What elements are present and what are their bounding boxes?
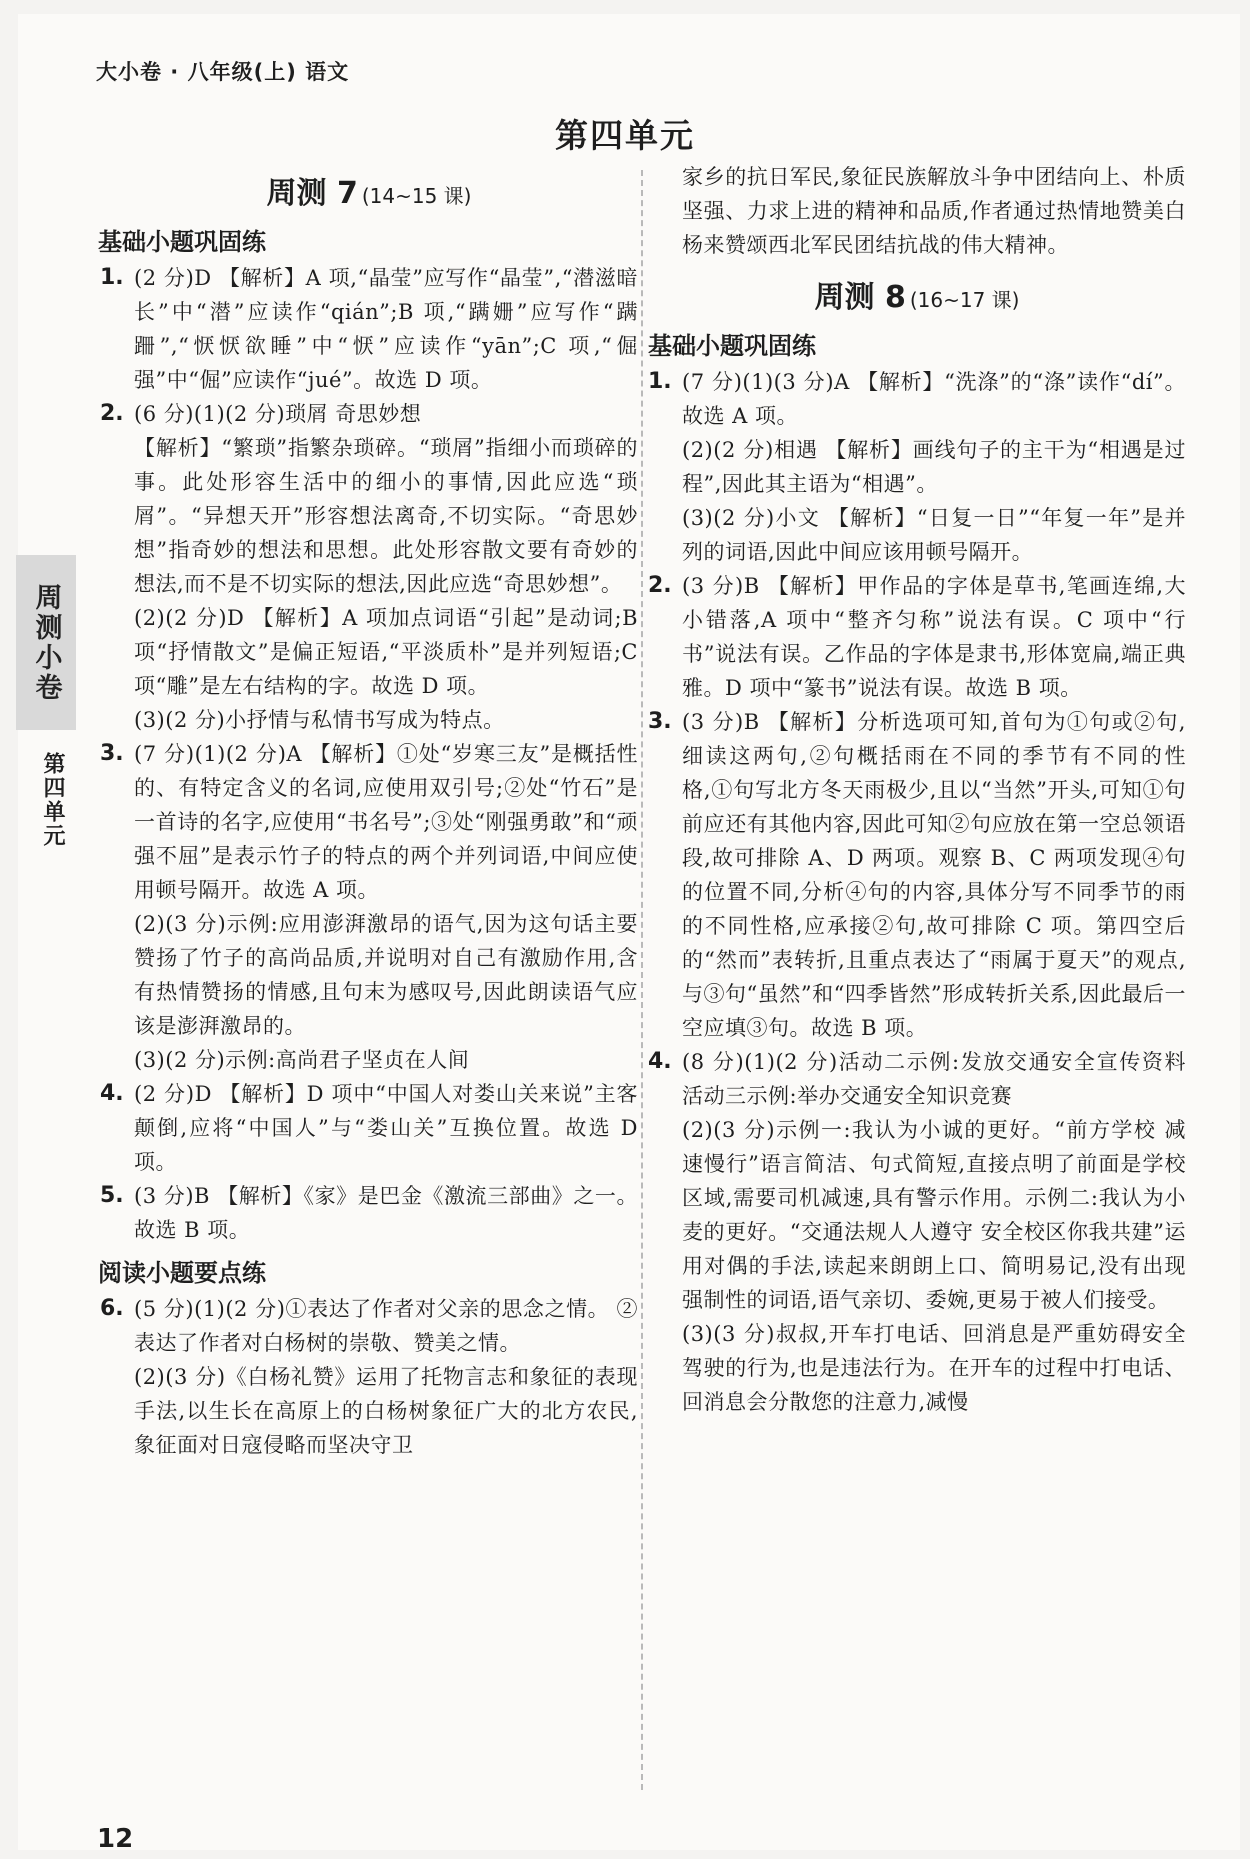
quiz-7-title: 周测 7 [266,176,358,211]
question-4 [100,1077,638,1179]
answer-text: (3)(2 分)小抒情与私情书写成为特点。 [134,708,505,732]
section-heading-basic: 基础小题巩固练 [648,332,816,360]
question-number: 3. [100,741,124,766]
right-column [648,160,1186,1419]
left-column [100,160,638,1462]
question-1 [100,261,638,397]
quiz-8-heading [648,272,1186,316]
answer-text: (3 分)B 【解析】《家》是巴金《激流三部曲》之一。故选 B 项。 [134,1184,638,1242]
side-tab [16,555,76,730]
answer-text: (3)(2 分)小文 【解析】“日复一日”“年复一年”是并列的词语,因此中间应该用顿号隔开。 [682,506,1186,564]
answer-text: (2 分)D 【解析】D 项中“中国人对娄山关来说”主客颠倒,应将“中国人”与“娄山关”互换位置。故选 D 项。 [134,1082,638,1174]
quiz-8-range: (16~17 课) [909,288,1020,312]
answer-text: (8 分)(1)(2 分)活动二示例:发放交通安全宣传资料 活动三示例:举办交通安全知识竞赛 [682,1050,1186,1108]
side-tab-label: 周测小卷 [30,582,62,703]
unit-title: 第四单元 [555,116,695,155]
analysis-text: 【解析】“繁琐”指繁杂琐碎。“琐屑”指细小而琐碎的事。此处形容生活中的细小的事情,因此应选“琐屑”。“异想天开”形容想法离奇,不切实际。“奇思妙想”指奇妙的想法和思想。此处形容散文要有奇妙的想法,而不是不切实际的想法,因此应选“奇思妙想”。 [134,436,638,596]
side-tab-unit: 第四单元 [40,752,65,848]
section-heading-reading: 阅读小题要点练 [98,1259,266,1287]
question-number: 2. [100,401,124,426]
question-number: 6. [100,1296,124,1321]
question-number: 1. [648,369,672,394]
question-1 [648,365,1186,569]
question-6 [100,1292,638,1462]
answer-text: (7 分)(1)(3 分)A 【解析】“洗涤”的“涤”读作“dí”。故选 A 项。 [682,370,1186,428]
continued-text: 家乡的抗日军民,象征民族解放斗争中团结向上、朴质坚强、力求上进的精神和品质,作者通过热情地赞美白杨来赞颂西北军民团结抗战的伟大精神。 [682,165,1186,257]
column-divider [641,170,643,1790]
question-number: 1. [100,265,124,290]
quiz-7-range: (14~15 课) [361,184,472,208]
answer-text: (3)(3 分)叔叔,开车打电话、回消息是严重妨碍安全驾驶的行为,也是违法行为。在开车的过程中打电话、回消息会分散您的注意力,减慢 [682,1322,1186,1414]
answer-text: (6 分)(1)(2 分)琐屑 奇思妙想 [134,402,422,426]
question-number: 4. [100,1081,124,1106]
question-3 [648,705,1186,1045]
question-number: 5. [100,1183,124,1208]
answer-text: (2)(3 分)示例:应用澎湃激昂的语气,因为这句话主要赞扬了竹子的高尚品质,并说明对自己有激励作用,含有热情赞扬的情感,且句末为感叹号,因此朗读语气应该是澎湃激昂的。 [134,912,638,1038]
question-2 [648,569,1186,705]
answer-text: (3)(2 分)示例:高尚君子坚贞在人间 [134,1048,470,1072]
answer-text: (2 分)D 【解析】A 项,“晶莹”应写作“晶莹”,“潜滋暗长”中“潜”应读作“qián”;B 项,“蹒姗”应写作“蹒跚”,“恹恹欲睡”中“恹”应读作“yān”;C 项,“倔强”中“倔”应读作“jué”。故选 D 项。 [134,266,638,392]
answer-text: (2)(3 分)《白杨礼赞》运用了托物言志和象征的表现手法,以生长在高原上的白杨树象征广大的北方农民,象征面对日寇侵略而坚决守卫 [134,1365,638,1457]
answer-text: (7 分)(1)(2 分)A 【解析】①处“岁寒三友”是概括性的、有特定含义的名词,应使用双引号;②处“竹石”是一首诗的名字,应使用“书名号”;③处“刚强勇敢”和“顽强不屈”是表示竹子的特点的两个并列词语,中间应使用顿号隔开。故选 A 项。 [134,742,638,902]
page-number: 12 [97,1824,134,1854]
question-4 [648,1045,1186,1419]
answer-text: (2)(2 分)D 【解析】A 项加点词语“引起”是动词;B 项“抒情散文”是偏正短语,“平淡质朴”是并列短语;C 项“雕”是左右结构的字。故选 D 项。 [134,606,638,698]
running-header: 大小卷 · 八年级(上) 语文 [96,60,350,84]
answer-text: (3 分)B 【解析】分析选项可知,首句为①句或②句,细读这两句,②句概括雨在不同的季节有不同的性格,①句写北方冬天雨极少,且以“当然”开头,可知①句前应还有其他内容,因此可知②句应放在第一空总领语段,故可排除 A、D 两项。观察 B、C 两项发现④句的位置不同,分析④句的内容,具体分写不同季节的雨的不同性格,应承接②句,故可排除 C 项。第四空后的“然而”表转折,且重点表达了“雨属于夏天”的观点,与③句“虽然”和“四季皆然”形成转折关系,因此最后一空应填③句。故选 B 项。 [682,710,1186,1040]
quiz-8-title: 周测 8 [814,280,906,315]
question-5 [100,1179,638,1247]
answer-text: (2)(2 分)相遇 【解析】画线句子的主干为“相遇是过程”,因此其主语为“相遇”。 [682,438,1186,496]
quiz-7-heading [100,168,638,212]
question-3 [100,737,638,1077]
question-2 [100,397,638,737]
question-number: 3. [648,709,672,734]
question-number: 2. [648,573,672,598]
question-number: 4. [648,1049,672,1074]
answer-text: (5 分)(1)(2 分)①表达了作者对父亲的思念之情。 ②表达了作者对白杨树的崇敬、赞美之情。 [134,1297,638,1355]
answer-text: (3 分)B 【解析】甲作品的字体是草书,笔画连绵,大小错落,A 项中“整齐匀称”说法有误。C 项中“行书”说法有误。乙作品的字体是隶书,形体宽扁,端正典雅。D 项中“篆书”说法有误。故选 B 项。 [682,574,1186,700]
section-heading-basic: 基础小题巩固练 [98,228,266,256]
answer-text: (2)(3 分)示例一:我认为小诚的更好。“前方学校 减速慢行”语言简洁、句式简短,直接点明了前面是学校区域,需要司机减速,具有警示作用。示例二:我认为小麦的更好。“交通法规人人遵守 安全校区你我共建”运用对偶的手法,读起来朗朗上口、简明易记,没有出现强制性的词语,语气亲切、委婉,更易于被人们接受。 [682,1118,1186,1312]
